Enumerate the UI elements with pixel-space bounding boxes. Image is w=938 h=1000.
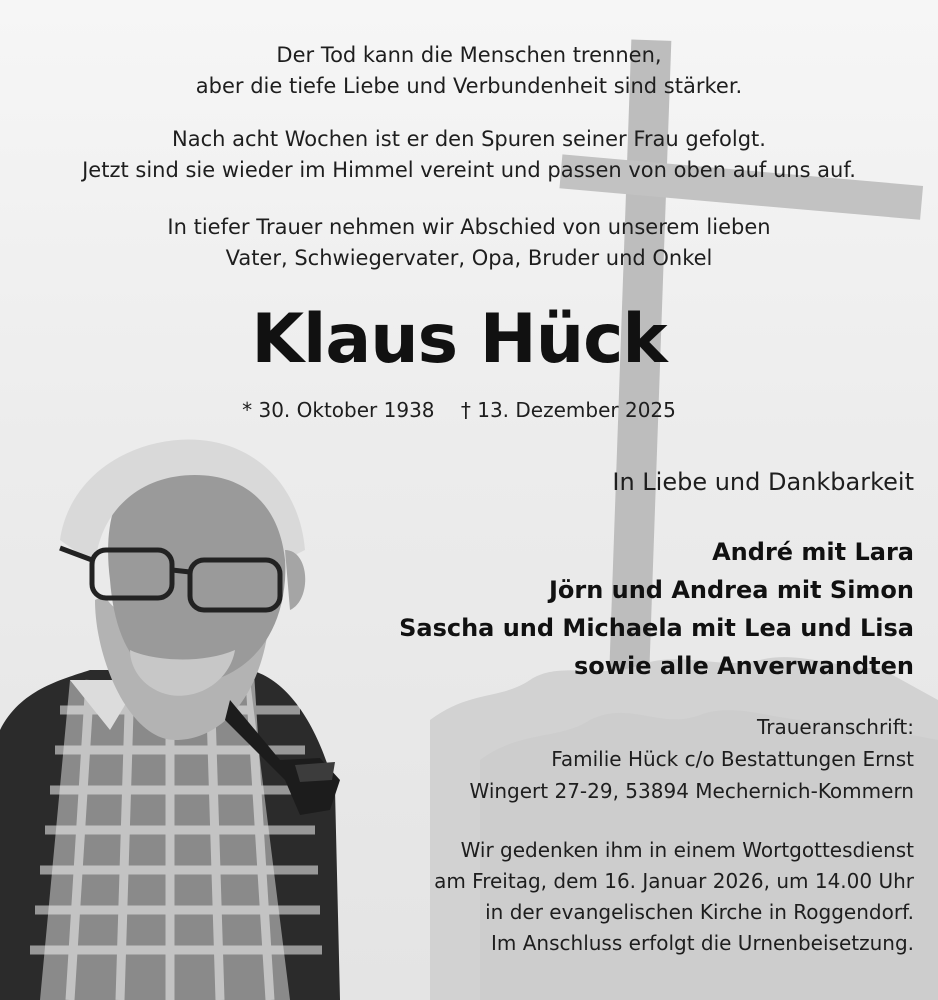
- verse-line: aber die tiefe Liebe und Verbundenheit sind stärker.: [195, 74, 743, 98]
- address-line: Traueranschrift:: [756, 715, 914, 739]
- family-member: sowie alle Anverwandten: [574, 652, 914, 680]
- address-line: Wingert 27-29, 53894 Mechernich-Kommern: [469, 779, 914, 803]
- verse-line: Der Tod kann die Menschen trennen,: [276, 43, 662, 67]
- verse-stanza-2: [0, 124, 938, 186]
- service-info: [434, 835, 914, 959]
- portrait-photo: [0, 430, 340, 1000]
- family-member: Sascha und Michaela mit Lea und Lisa: [399, 614, 914, 642]
- family-member: Jörn und Andrea mit Simon: [548, 576, 914, 604]
- life-dates: [0, 398, 918, 422]
- deceased-name: Klaus Hück: [251, 300, 667, 379]
- verse-line: Jetzt sind sie wieder im Himmel vereint und passen von oben auf uns auf.: [82, 158, 856, 182]
- mourning-address: [469, 711, 914, 807]
- verse-line: In tiefer Trauer nehmen wir Abschied von unserem lieben: [167, 215, 771, 239]
- family-list: [399, 533, 914, 685]
- verse-stanza-1: [0, 40, 938, 102]
- service-line: am Freitag, dem 16. Januar 2026, um 14.00 Uhr: [434, 869, 914, 893]
- address-line: Familie Hück c/o Bestattungen Ernst: [551, 747, 914, 771]
- service-line: in der evangelischen Kirche in Roggendorf.: [485, 900, 914, 924]
- family-member: André mit Lara: [712, 538, 914, 566]
- death-date: † 13. Dezember 2025: [460, 398, 676, 422]
- verse-stanza-3: [0, 212, 938, 274]
- service-line: Wir gedenken ihm in einem Wortgottesdienst: [460, 838, 914, 862]
- thanks-line: In Liebe und Dankbarkeit: [612, 468, 914, 496]
- verse-line: Nach acht Wochen ist er den Spuren seiner Frau gefolgt.: [172, 127, 766, 151]
- verse-line: Vater, Schwiegervater, Opa, Bruder und Onkel: [225, 246, 713, 270]
- birth-date: * 30. Oktober 1938: [242, 398, 435, 422]
- service-line: Im Anschluss erfolgt die Urnenbeisetzung.: [491, 931, 914, 955]
